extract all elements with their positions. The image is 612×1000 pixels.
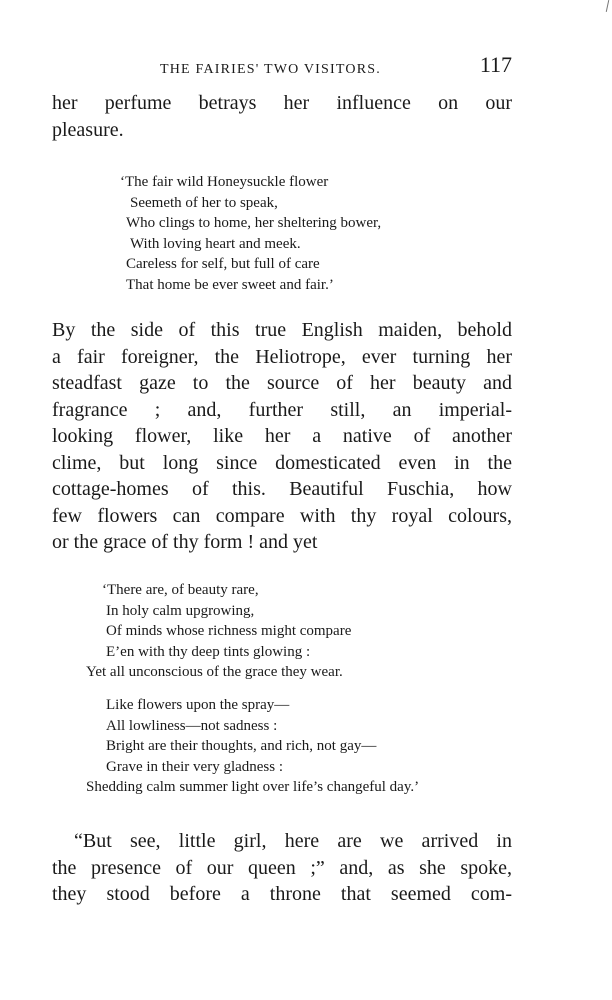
paragraph-1 — [52, 90, 512, 143]
verse-line: ‘There are, of beauty rare, — [102, 582, 259, 598]
page-number: 117 — [479, 52, 512, 77]
text-line: steadfast gaze to the source of her beauty and — [52, 372, 512, 394]
text-line: a fair foreigner, the Heliotrope, ever turning her — [52, 345, 512, 368]
verse-line: Bright are their thoughts, and rich, not gay— — [106, 738, 377, 755]
text-line: cottage-homes of this. Beautiful Fuschia, how — [52, 478, 512, 500]
text-line: fragrance ; and, further still, an imperial- — [52, 398, 512, 421]
verse-line: E’en with thy deep tints glowing : — [106, 643, 311, 660]
stanza-gap — [102, 683, 419, 695]
corner-mark — [606, 0, 609, 12]
text-line: the presence of our queen ;” and, as she spoke, — [52, 856, 512, 879]
verse-line: Yet all unconscious of the grace they wear. — [86, 664, 343, 681]
verse-line: Grave in their very gladness : — [106, 758, 284, 775]
page-header — [52, 48, 512, 82]
text-line: they stood before a throne that seemed com- — [52, 883, 512, 905]
verse-line: Seemeth of her to speak, — [130, 194, 278, 211]
poem-honeysuckle — [120, 172, 381, 296]
text-line: By the side of this true English maiden, behold — [52, 319, 512, 341]
text-line: clime, but long since domesticated even in the — [52, 451, 512, 474]
paragraph-2 — [52, 317, 512, 556]
verse-line: ‘The fair wild Honeysuckle flower — [120, 174, 329, 190]
text-line: few flowers can compare with thy royal colours, — [52, 504, 512, 527]
verse-line: All lowliness—not sadness : — [106, 717, 278, 734]
verse-line: Like flowers upon the spray— — [106, 696, 290, 713]
verse-line: With loving heart and meek. — [130, 235, 301, 252]
text-line: “But see, little girl, here are we arrived in — [74, 830, 512, 852]
running-head: THE FAIRIES' TWO VISITORS. — [160, 62, 381, 77]
text-line: looking flower, like her a native of another — [52, 425, 512, 447]
poem-stanza-2 — [86, 695, 420, 798]
paragraph-3 — [52, 828, 512, 908]
verse-line: In holy calm upgrowing, — [106, 602, 255, 619]
text-line: or the grace of thy form ! and yet — [52, 531, 318, 553]
verse-line: Shedding calm summer light over life’s changeful day.’ — [86, 779, 420, 796]
verse-line: Who clings to home, her sheltering bower, — [126, 215, 382, 232]
text-line: her perfume betrays her influence on our — [52, 92, 512, 114]
text-line: pleasure. — [52, 118, 124, 141]
verse-line: Of minds whose richness might compare — [106, 623, 352, 640]
verse-line: Careless for self, but full of care — [126, 256, 320, 273]
poem-stanza-1 — [86, 580, 419, 683]
poem-beauty-rare — [86, 580, 420, 798]
verse-line: That home be ever sweet and fair.’ — [126, 276, 334, 293]
